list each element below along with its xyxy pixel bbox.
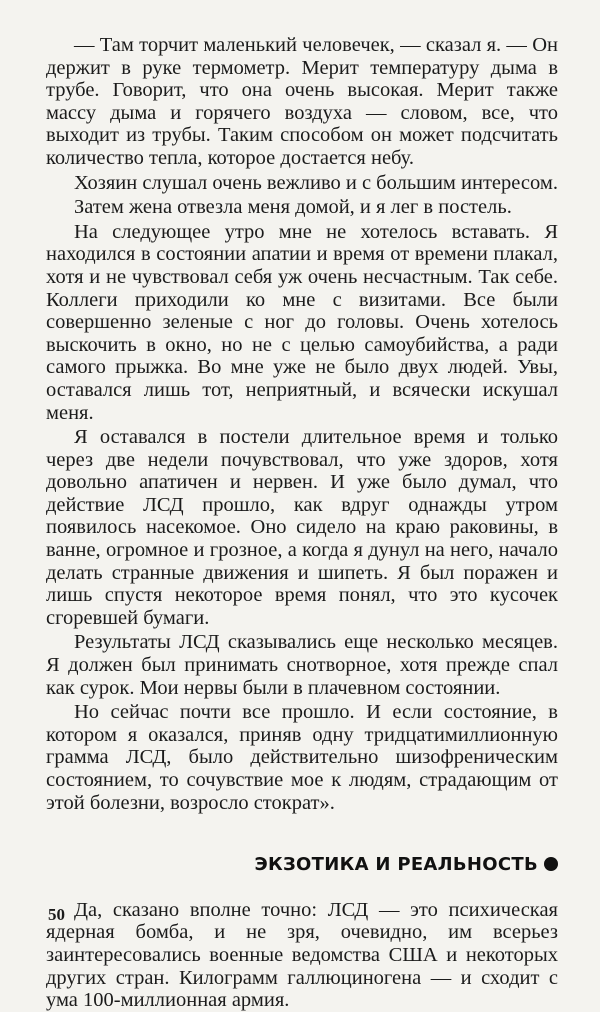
bullet-icon [544, 857, 558, 871]
paragraph: Да, сказано вполне точно: ЛСД — это психическая ядерная бомба, и не зря, очевидно, им всерьез заинтересовались военные ведомства США и некоторых других стран. Килограмм галлюциногена — и сходит с ума 100-миллионная армия. [46, 898, 558, 1012]
paragraph: На следующее утро мне не хотелось вставать. Я находился в состоянии апатии и время от времени плакал, хотя и не чувствовал себя уж очень несчастным. Так себе. Коллеги приходили ко мне с визитами. Все были совершенно зеленые с ног до головы. Очень хотелось выскочить в окно, но не с целью самоубийства, а ради самого прыжка. Во мне уже не было двух людей. Увы, оставался лишь тот, неприятный, и всячески искушал меня. [46, 220, 558, 424]
paragraph: Хозяин слушал очень вежливо и с большим интересом. [74, 171, 558, 194]
page-body [46, 34, 558, 1012]
paragraph: Затем жена отвезла меня домой, и я лег в постель. [74, 196, 512, 219]
main-text [46, 34, 558, 814]
paragraph: Результаты ЛСД сказывались еще несколько месяцев. Я должен был принимать снотворное, хотя прежде спал как сурок. Мои нервы были в плачевном состоянии. [46, 631, 558, 699]
section-heading [46, 854, 558, 877]
paragraph: Но сейчас почти все прошло. И если состояние, в котором я оказался, приняв одну тридцатимиллионную грамма ЛСД, было действительно шизофреническим состоянием, то сочувствие мое к людям, страдающим от этой болезни, возросло стократ». [46, 701, 558, 814]
paragraph: Я оставался в постели длительное время и только через две недели почувствовал, что уже здоров, хотя довольно апатичен и нервен. И уже было думал, что действие ЛСД прошло, как вдруг однажды утром появилось насекомое. Оно сидело на краю раковины, в ванне, огромное и грозное, а когда я дунул на него, начало делать странные движения и шипеть. Я был поражен и лишь спустя некоторое время понял, что это кусочек сгоревшей бумаги. [46, 426, 558, 629]
page-number: 50 [48, 905, 65, 924]
paragraph: — Там торчит маленький человечек, — сказал я. — Он держит в руке термометр. Мерит температуру дыма в трубе. Говорит, что она очень высокая. Мерит также массу дыма и горячего воздуха — словом, все, что выходит из трубы. Таким способом он может подсчитать количество тепла, которое достается небу. [46, 34, 558, 169]
section-heading-text: ЭКЗОТИКА И РЕАЛЬНОСТЬ [254, 854, 538, 876]
section-text [46, 899, 558, 1012]
